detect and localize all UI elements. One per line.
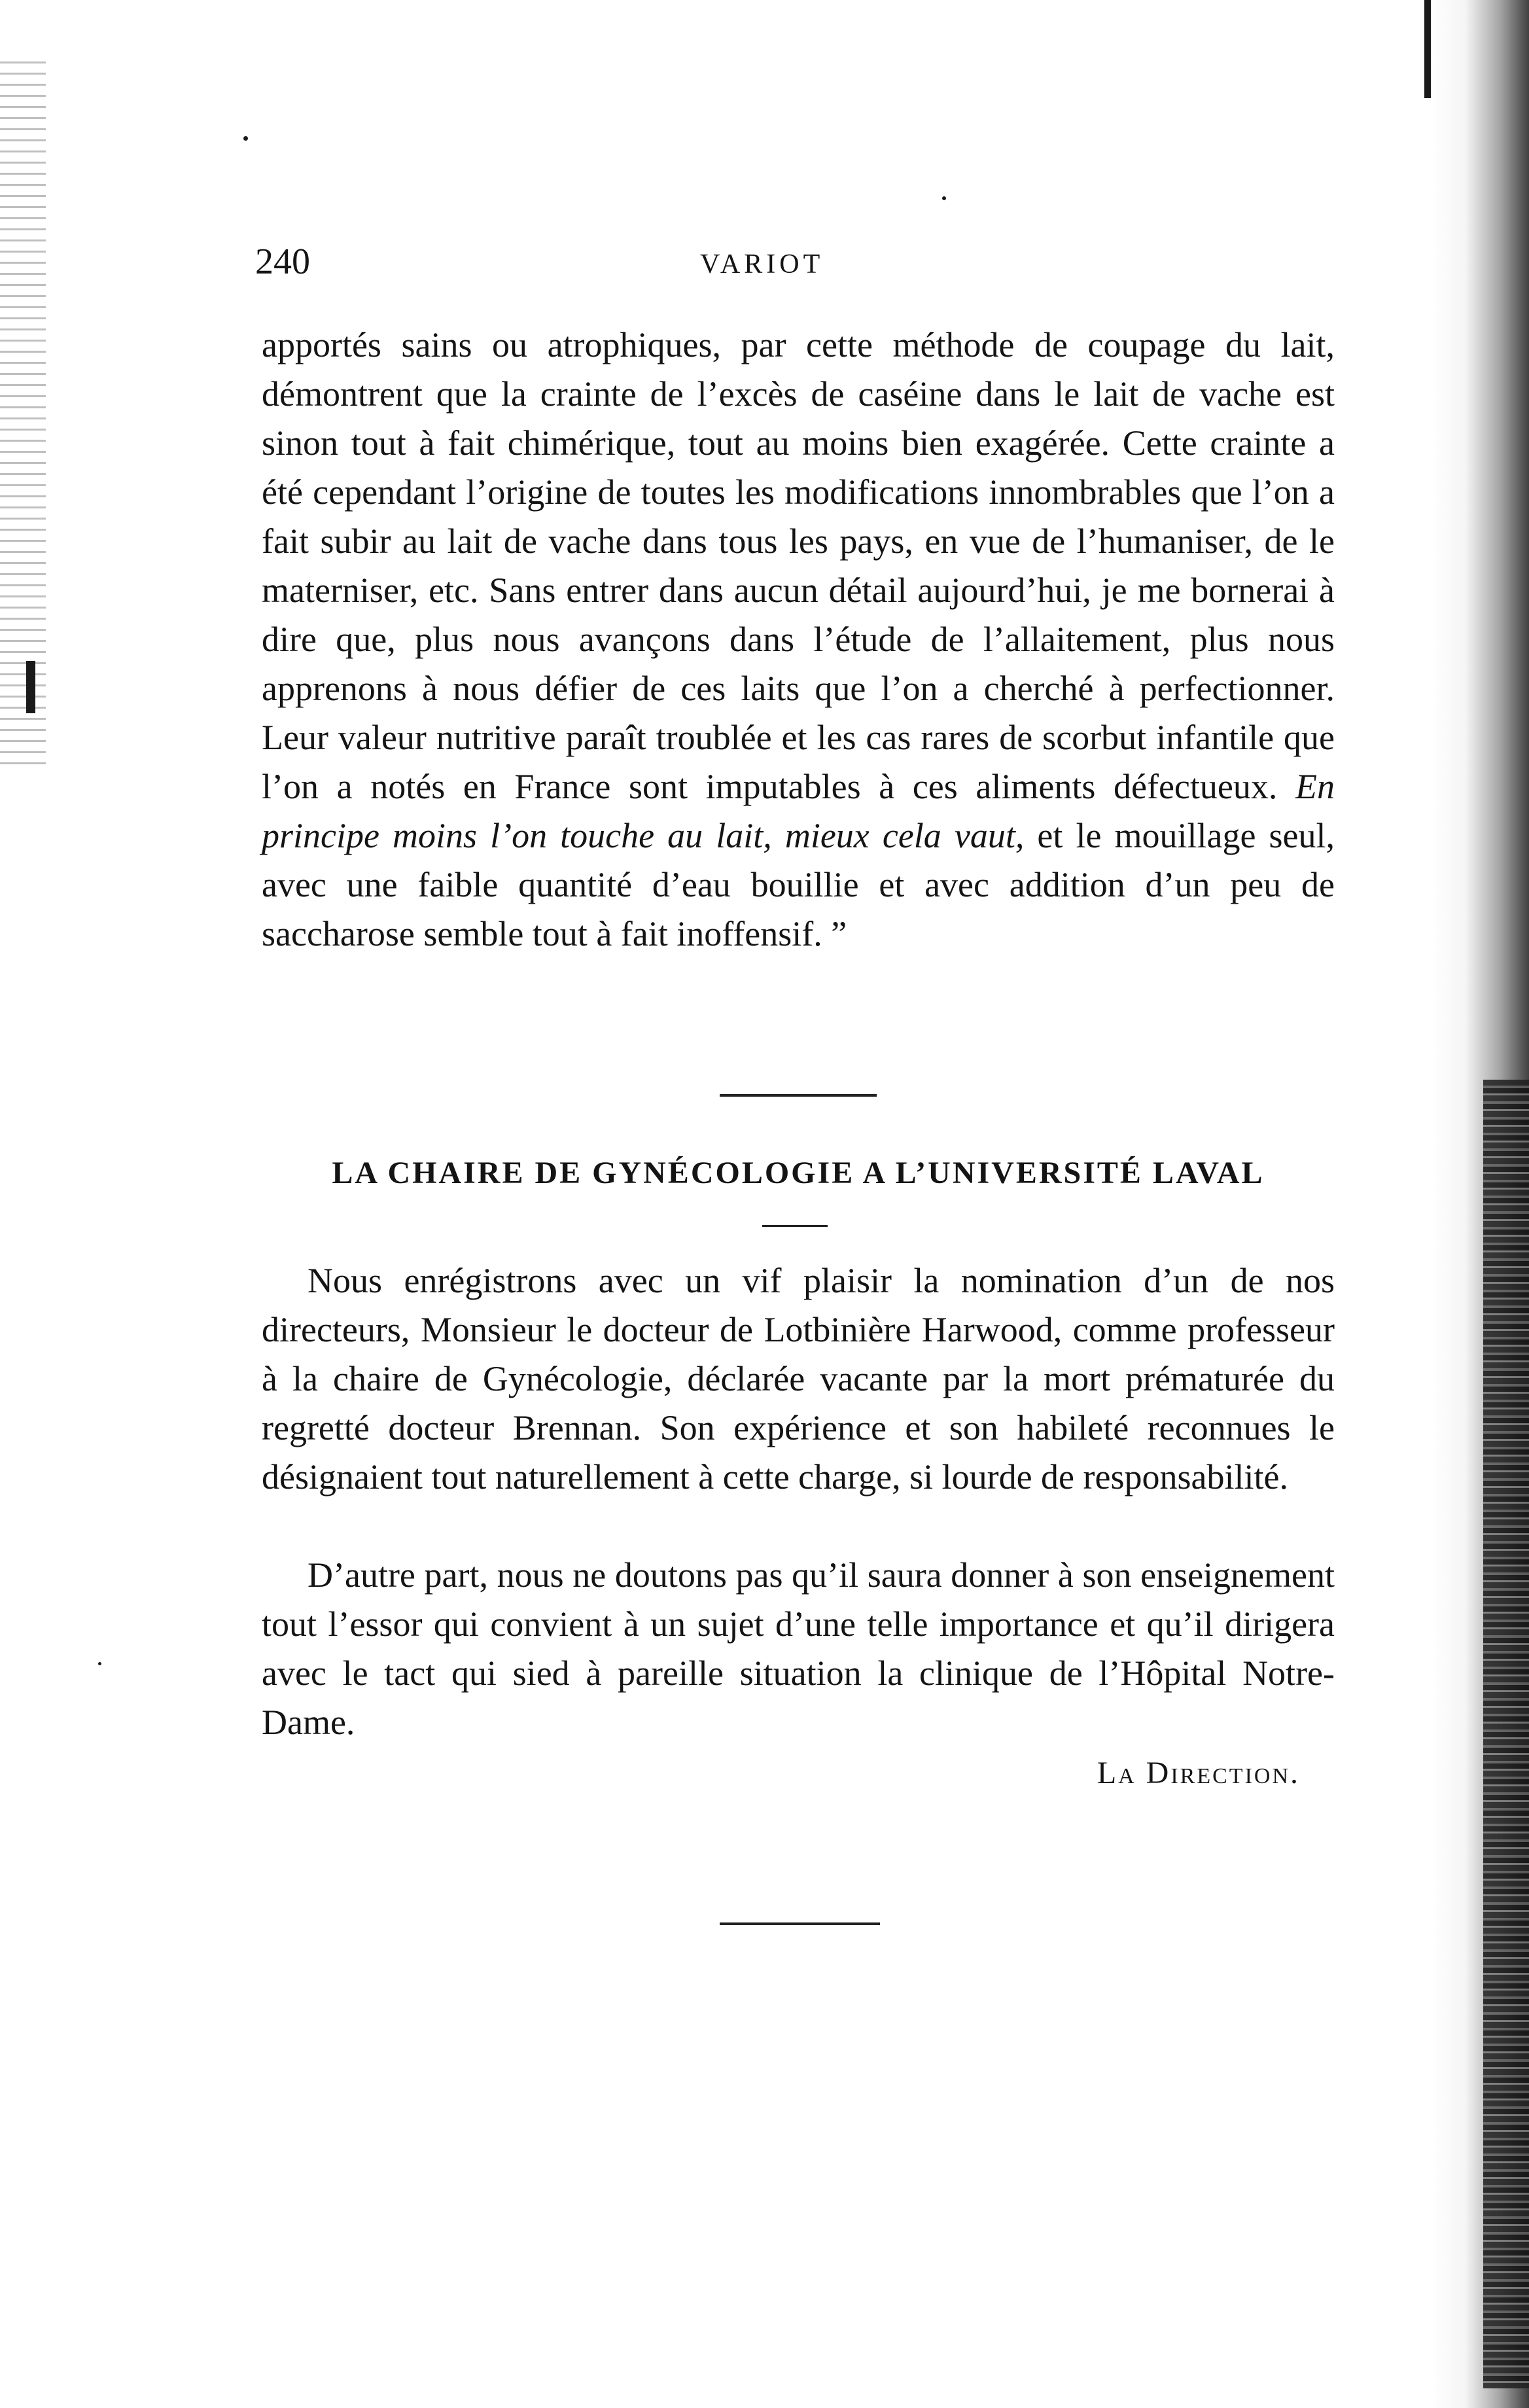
scan-edge-binding (1483, 1080, 1529, 2388)
section-divider (720, 1094, 877, 1097)
scan-blot-top-right (1424, 0, 1431, 98)
scan-edge-left (0, 52, 46, 772)
end-divider (720, 1922, 880, 1925)
italic-quote: En principe moins l’on touche au lait, mieux cela vaut, (262, 767, 1335, 855)
scan-dot-2 (942, 196, 946, 200)
scan-dot-3 (98, 1662, 101, 1665)
article-title: LA CHAIRE DE GYNÉCOLOGIE A L’UNIVERSITÉ LAVAL (332, 1156, 1265, 1190)
scan-dot-1 (243, 136, 248, 141)
page-header (255, 236, 1335, 288)
title-underline (762, 1225, 828, 1227)
article-paragraph-2: D’autre part, nous ne doutons pas qu’il saura donner à son enseignement tout l’essor qui convient à un sujet d’une telle importance et qu’il dirigera avec le tact qui sied à pareille situation la clinique de l’Hôpital Notre-Dame. (262, 1555, 1335, 1742)
running-head: VARIOT (700, 249, 824, 279)
paragraph-text: apportés sains ou atrophiques, par cette méthode de coupage du lait, démontrent que la crainte de l’excès de caséine dans le lait de vache est sinon tout à fait chimérique, tout au moins bien exagérée. Cette crainte a été cependant l’origine de toutes les modifications innombrables que l’on a fait subir au lait de vache dans tous les pays, en vue de l’humaniser, de le materniser, etc. Sans entrer dans aucun détail aujourd’hui, je me bornerai à dire que, plus nous avançons dans l’étude de l’allaitement, plus nous apprenons à nous défier de ces laits que l’on a cherché à perfectionner. Leur valeur nutritive paraît troublée et les cas rares de scorbut infantile que l’on a notés en France sont imputables à ces aliments défectueux. (262, 325, 1335, 806)
signature: La Direction. (1097, 1756, 1300, 1790)
page-number: 240 (255, 241, 310, 282)
article-continuation-paragraph (262, 321, 1335, 959)
paragraph-end: et le mouillage seul, avec une faible quantité d’eau bouillie et avec addition d’un peu de saccharose semble tout à fait inoffensif. ” (262, 816, 1335, 953)
article-paragraph-1: Nous enrégistrons avec un vif plaisir la nomination d’un de nos directeurs, Monsieur le docteur de Lotbinière Harwood, comme professeur à la chaire de Gynécologie, déclarée vacante par la mort prématurée du regretté docteur Brennan. Son expérience et son habileté reconnues le désignaient tout naturellement à cette charge, si lourde de responsabilité. (262, 1261, 1335, 1496)
scan-blot-left (26, 661, 35, 713)
